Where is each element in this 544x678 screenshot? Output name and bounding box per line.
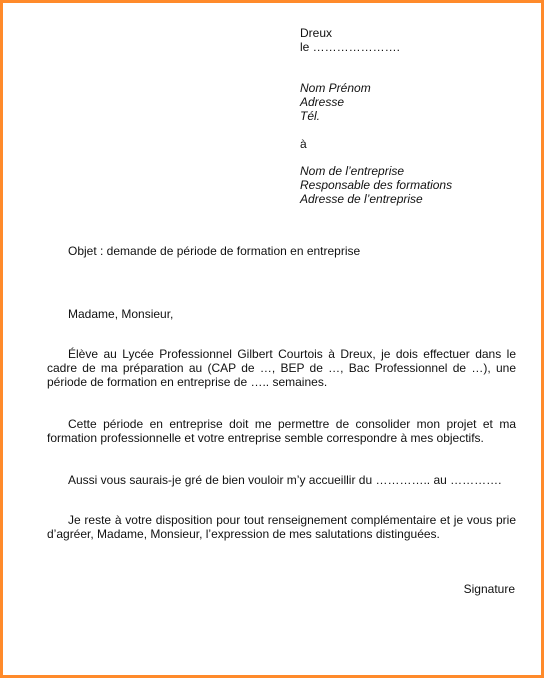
body-paragraph-4: Je reste à votre disposition pour tout renseignement complémentaire et je vous prie d’agréer, Madame, Monsieur, l’expression de mes salutations distinguées. bbox=[47, 513, 516, 541]
body-paragraph-3: Aussi vous saurais-je gré de bien vouloir m’y accueillir du ………….. au …………. bbox=[68, 473, 502, 487]
salutation: Madame, Monsieur, bbox=[68, 307, 174, 321]
subject-line: Objet : demande de période de formation en entreprise bbox=[68, 244, 361, 258]
sender-city: Dreux bbox=[300, 26, 333, 40]
sender-name: Nom Prénom bbox=[300, 81, 371, 95]
recipient-company: Nom de l’entreprise bbox=[300, 164, 405, 178]
recipient-block bbox=[300, 164, 452, 206]
sender-address: Adresse bbox=[300, 95, 345, 109]
date-line: le …………………. bbox=[300, 40, 401, 54]
recipient-to: à bbox=[300, 137, 307, 151]
signature: Signature bbox=[463, 582, 515, 596]
recipient-manager: Responsable des formations bbox=[300, 178, 453, 192]
sender-phone: Tél. bbox=[300, 109, 321, 123]
body-paragraph-1: Élève au Lycée Professionnel Gilbert Courtois à Dreux, je dois effectuer dans le cadre de ma préparation au (CAP de …, BEP de …, Bac Professionnel de …), une période de formation en entreprise de ….. semaines. bbox=[47, 347, 516, 389]
recipient-address: Adresse de l’entreprise bbox=[300, 192, 423, 206]
body-paragraph-2: Cette période en entreprise doit me permettre de consolider mon projet et ma formation professionnelle et votre entreprise semble correspondre à mes objectifs. bbox=[47, 417, 516, 445]
sender-block bbox=[300, 26, 400, 54]
sender-contact bbox=[300, 81, 371, 123]
